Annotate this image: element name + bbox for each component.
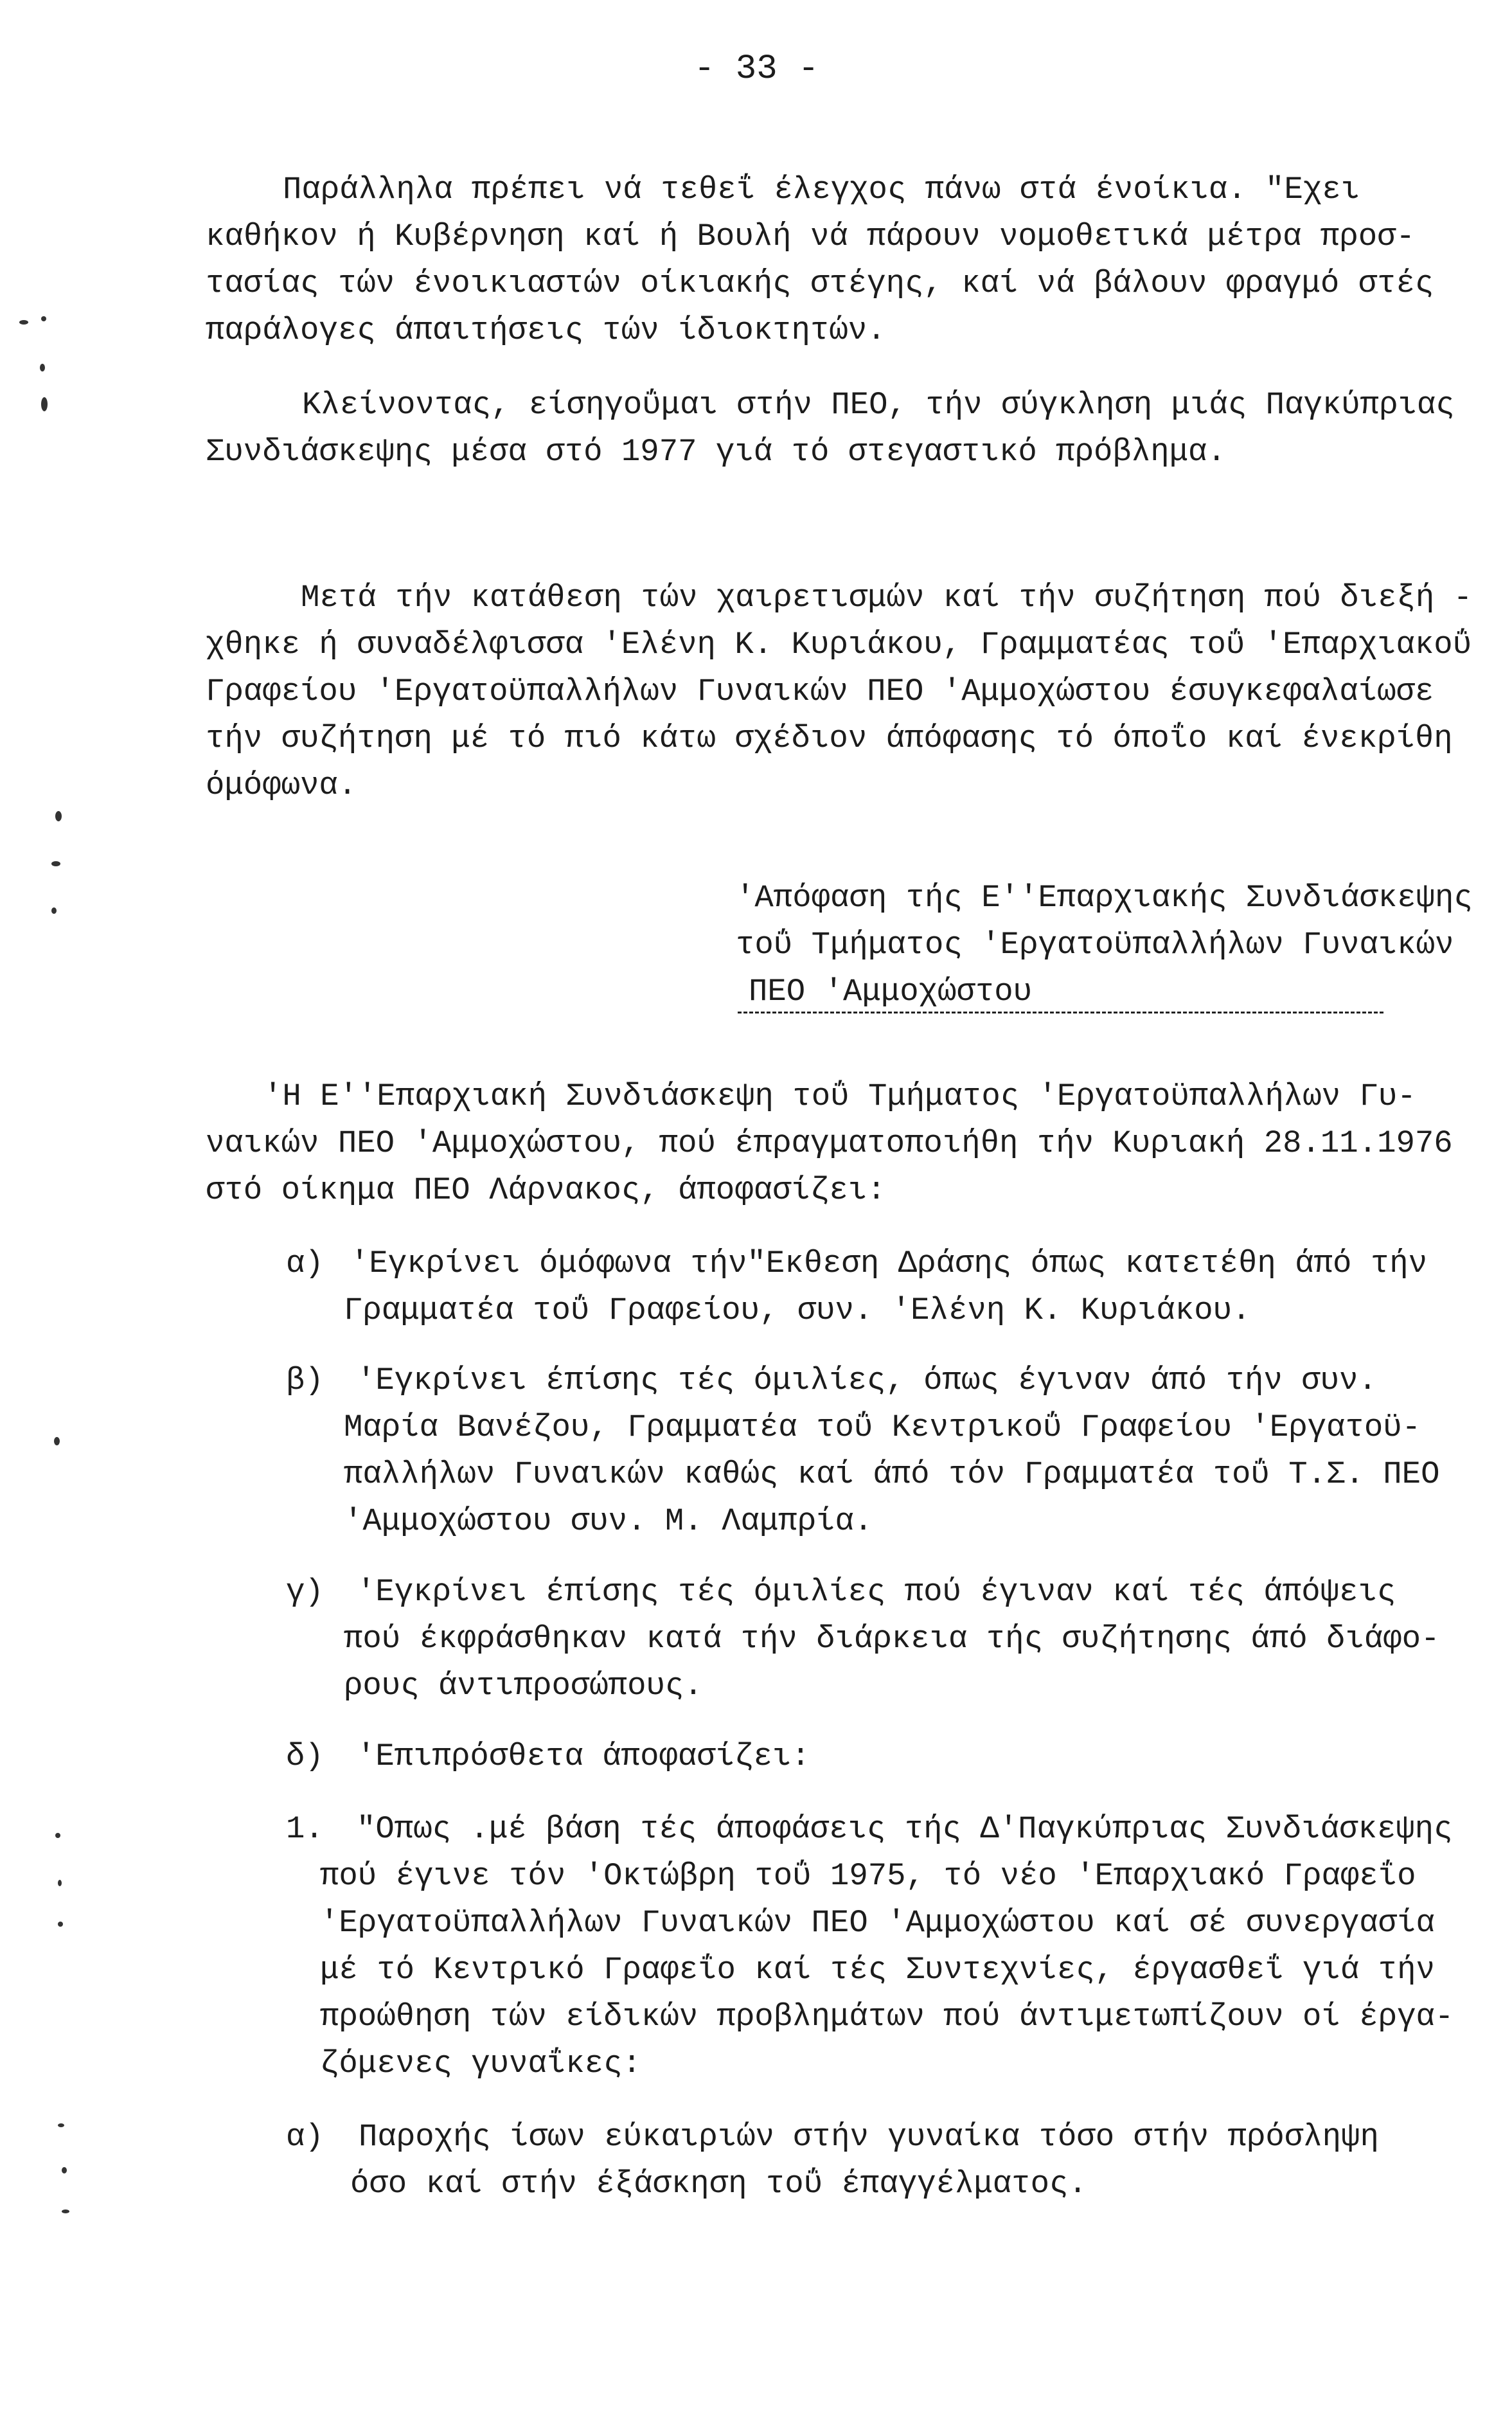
intro-line-3: τασίας τών ένοικιαστών οίκιακής στέγης, καί νά βάλουν φραγμό στές xyxy=(206,265,1434,301)
scan-speck xyxy=(51,861,60,866)
numbered-1-line-1: "Οπως .μέ βάση τές άποφάσεις τής Δ'Παγκύπριας Συνδιάσκεψης xyxy=(357,1811,1453,1847)
item-b-marker: β) xyxy=(286,1362,324,1398)
scan-speck xyxy=(41,316,46,321)
subitem-a-line-2: όσο καί στήν έξάσκηση τοΰ έπαγγέλματος. xyxy=(350,2166,1087,2202)
numbered-1-line-3: 'Εργατοϋπαλλήλων Γυναικών ΠΕΟ 'Αμμοχώστου καί σέ συνεργασία xyxy=(320,1905,1435,1941)
item-a-line-1: 'Εγκρίνει όμόφωνα τήν"Εκθεση Δράσης όπως κατετέθη άπό τήν xyxy=(350,1245,1428,1281)
numbered-1-line-5: προώθηση τών είδικών προβλημάτων πού άντιμετωπίζουν οί έργα- xyxy=(320,1999,1454,2035)
decision-title-line-3: ΠΕΟ 'Αμμοχώστου xyxy=(749,974,1033,1010)
scan-speck xyxy=(54,1437,60,1445)
item-c-line-1: 'Εγκρίνει έπίσης τές όμιλίες πού έγιναν καί τές άπόψεις xyxy=(357,1574,1396,1610)
item-b-line-1: 'Εγκρίνει έπίσης τές όμιλίες, όπως έγιναν άπό τήν συν. xyxy=(357,1362,1377,1398)
item-c-line-3: ρους άντιπροσώπους. xyxy=(344,1668,703,1704)
scan-speck xyxy=(55,811,62,821)
item-d-marker: δ) xyxy=(286,1738,324,1774)
numbered-1-marker: 1. xyxy=(286,1811,324,1847)
preamble-line-1: 'Η Ε''Επαρχιακή Συνδιάσκεψη τοΰ Τμήματος 'Εργατοϋπαλλήλων Γυ- xyxy=(263,1078,1416,1114)
item-c-line-2: πού έκφράσθηκαν κατά τήν διάρκεια τής συζήτησης άπό διάφο- xyxy=(344,1621,1440,1657)
numbered-1-line-6: ζόμενες γυναΐκες: xyxy=(320,2046,641,2082)
scan-speck xyxy=(62,2167,67,2173)
item-b-line-3: παλλήλων Γυναικών καθώς καί άπό τόν Γραμματέα τοΰ Τ.Σ. ΠΕΟ xyxy=(344,1456,1440,1492)
item-b-line-4: 'Αμμοχώστου συν. Μ. Λαμπρία. xyxy=(344,1503,873,1539)
subitem-a-line-1: Παροχής ίσων εύκαιριών στήν γυναίκα τόσο στήν πρόσληψη xyxy=(359,2119,1379,2155)
scan-speck xyxy=(58,2123,64,2127)
intro-line-1: Παράλληλα πρέπει νά τεθεΐ έλεγχος πάνω στά ένοίκια. "Εχει xyxy=(283,172,1360,208)
discussion-line-1: Μετά τήν κατάθεση τών χαιρετισμών καί τήν συζήτηση πού διεξή - xyxy=(301,580,1473,616)
item-b-line-2: Μαρία Βανέζου, Γραμματέα τοΰ Κεντρικοΰ Γραφείου 'Εργατοϋ- xyxy=(344,1409,1421,1445)
scan-speck xyxy=(58,1922,63,1927)
numbered-1-line-2: πού έγινε τόν 'Οκτώβρη τοΰ 1975, τό νέο 'Επαρχιακό Γραφεΐο xyxy=(320,1858,1416,1894)
discussion-line-3: Γραφείου 'Εργατοϋπαλλήλων Γυναικών ΠΕΟ 'Αμμοχώστου έσυγκεφαλαίωσε xyxy=(206,674,1434,710)
item-a-marker: α) xyxy=(286,1245,324,1281)
decision-title-underline xyxy=(738,1012,1383,1013)
item-a-line-2: Γραμματέα τοΰ Γραφείου, συν. 'Ελένη Κ. Κυριάκου. xyxy=(344,1292,1251,1328)
scan-speck xyxy=(55,1833,60,1838)
discussion-line-5: όμόφωνα. xyxy=(206,767,357,803)
scan-speck xyxy=(19,320,28,325)
closing-line-1: Κλείνοντας, είσηγοΰμαι στήν ΠΕΟ, τήν σύγκληση μιάς Παγκύπριας xyxy=(302,387,1455,423)
intro-line-2: καθήκον ή Κυβέρνηση καί ή Βουλή νά πάρουν νομοθετικά μέτρα προσ- xyxy=(206,219,1415,254)
preamble-line-2: ναικών ΠΕΟ 'Αμμοχώστου, πού έπραγματοποιήθη τήν Κυριακή 28.11.1976 xyxy=(206,1125,1453,1161)
decision-title-line-2: τοΰ Τμήματος 'Εργατοϋπαλλήλων Γυναικών xyxy=(736,927,1454,963)
numbered-1-line-4: μέ τό Κεντρικό Γραφεΐο καί τές Συντεχνίες, έργασθεΐ γιά τήν xyxy=(320,1952,1435,1988)
subitem-a-marker: α) xyxy=(286,2119,324,2155)
scan-speck xyxy=(40,364,45,371)
discussion-line-2: χθηκε ή συναδέλφισσα 'Ελένη Κ. Κυριάκου, Γραμματέας τοΰ 'Επαρχιακοΰ xyxy=(206,627,1472,663)
closing-line-2: Συνδιάσκεψης μέσα στό 1977 γιά τό στεγαστικό πρόβλημα. xyxy=(206,434,1226,470)
page-number: - 33 - xyxy=(694,49,819,89)
scan-speck xyxy=(51,907,57,914)
intro-line-4: παράλογες άπαιτήσεις τών ίδιοκτητών. xyxy=(206,312,886,348)
item-c-marker: γ) xyxy=(286,1574,324,1610)
decision-title-line-1: 'Απόφαση τής Ε''Επαρχιακής Συνδιάσκεψης xyxy=(736,880,1473,916)
scan-speck xyxy=(62,2209,69,2213)
discussion-line-4: τήν συζήτηση μέ τό πιό κάτω σχέδιον άπόφασης τό όποΐο καί ένεκρίθη xyxy=(206,720,1453,756)
item-d-line-1: 'Επιπρόσθετα άποφασίζει: xyxy=(357,1738,810,1774)
scan-speck xyxy=(58,1880,62,1886)
scan-speck xyxy=(41,397,48,411)
preamble-line-3: στό οίκημα ΠΕΟ Λάρνακος, άποφασίζει: xyxy=(206,1172,886,1208)
